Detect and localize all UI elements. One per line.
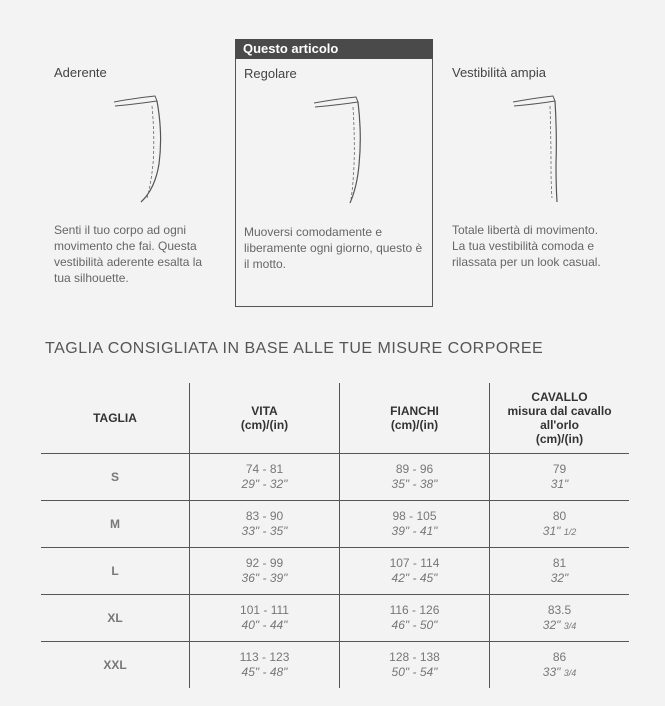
hips-cell: 89 - 96 35" - 38" <box>340 454 490 501</box>
current-item-banner: Questo articolo <box>235 39 433 59</box>
fit-description: Muoversi comodamente e liberamente ogni giorno, questo è il motto. <box>244 225 423 271</box>
inseam-cell: 79 31" <box>490 454 630 501</box>
size-section-title: TAGLIA CONSIGLIATA IN BASE ALLE TUE MISURE CORPOREE <box>45 340 544 357</box>
fit-name: Aderente <box>54 65 107 80</box>
fit-description: Totale libertà di movimento. La tua vestibilità comoda e rilassata per un look casual. <box>452 223 601 269</box>
hips-cell: 116 - 126 46" - 50" <box>340 595 490 642</box>
inseam-cell: 86 33" 3/4 <box>490 642 630 689</box>
tight-fit-pants-icon <box>105 94 165 204</box>
hips-cell: 128 - 138 50" - 54" <box>340 642 490 689</box>
table-row <box>41 454 629 501</box>
size-label: L <box>41 548 190 595</box>
waist-cell: 92 - 99 36" - 39" <box>190 548 340 595</box>
waist-cell: 101 - 111 40" - 44" <box>190 595 340 642</box>
waist-cell: 83 - 90 33" - 35" <box>190 501 340 548</box>
header-hips: FIANCHI (cm)/(in) <box>340 383 490 454</box>
waist-cell: 113 - 123 45" - 48" <box>190 642 340 689</box>
fit-option-wide <box>443 39 641 307</box>
fit-option-tight <box>45 39 243 307</box>
table-row <box>41 642 629 689</box>
fit-name: Vestibilità ampia <box>452 65 546 80</box>
wide-fit-pants-icon <box>505 94 565 204</box>
size-table <box>41 383 629 688</box>
header-size: TAGLIA <box>41 383 190 454</box>
table-row <box>41 501 629 548</box>
waist-cell: 74 - 81 29" - 32" <box>190 454 340 501</box>
header-inseam: CAVALLO misura dal cavallo all'orlo (cm)/(in) <box>490 383 630 454</box>
inseam-cell: 83.5 32" 3/4 <box>490 595 630 642</box>
hips-cell: 107 - 114 42" - 45" <box>340 548 490 595</box>
size-table-header <box>41 383 629 454</box>
header-waist: VITA (cm)/(in) <box>190 383 340 454</box>
inseam-cell: 81 32" <box>490 548 630 595</box>
fit-name: Regolare <box>244 66 297 81</box>
size-label: XXL <box>103 657 127 672</box>
table-row <box>41 595 629 642</box>
size-label: XL <box>41 595 190 642</box>
size-label: M <box>41 501 190 548</box>
fit-description: Senti il tuo corpo ad ogni movimento che fai. Questa vestibilità aderente esalta la tua silhouette. <box>54 223 203 285</box>
hips-cell: 98 - 105 39" - 41" <box>340 501 490 548</box>
regular-fit-pants-icon <box>306 95 366 205</box>
inseam-cell: 80 31" 1/2 <box>490 501 630 548</box>
size-label: S <box>41 454 190 501</box>
fit-option-regular <box>235 39 433 307</box>
table-row <box>41 548 629 595</box>
